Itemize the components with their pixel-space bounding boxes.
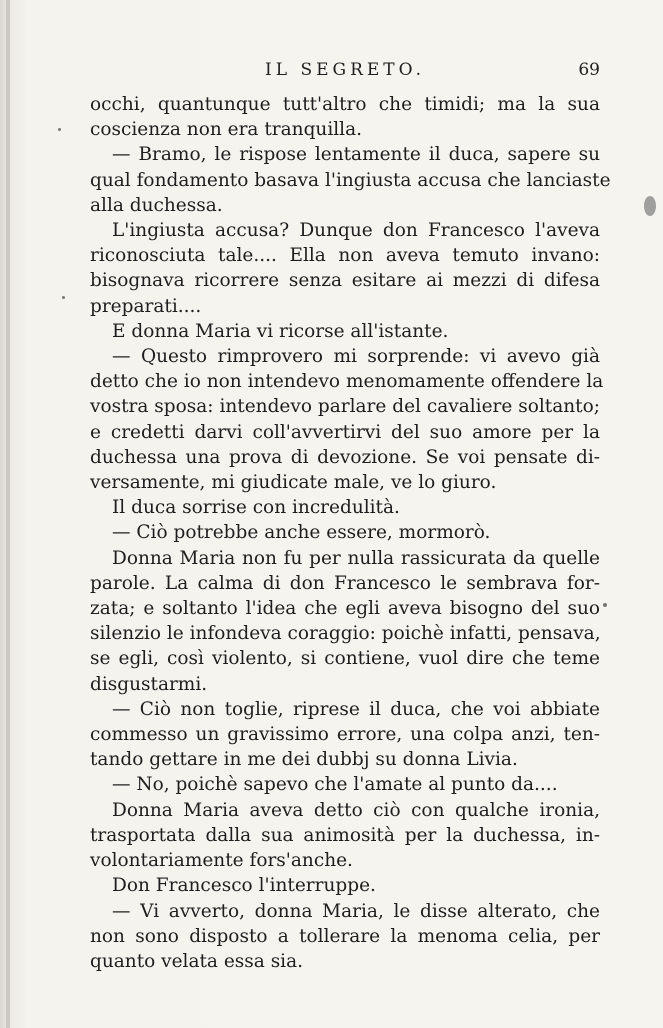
page-spine-shadow: [6, 0, 10, 1028]
text-line: zata; e soltanto l'idea che egli aveva bisogno del suo: [90, 598, 600, 620]
text-line: duchessa una prova di devozione. Se voi pensate di-: [90, 446, 600, 468]
paper-speck: [58, 128, 61, 131]
text-line: trasportata dalla sua animosità per la duchessa, in-: [90, 824, 600, 846]
running-title: IL SEGRETO.: [265, 60, 425, 80]
text-line: detto che io non intendevo menomamente offendere la: [90, 371, 604, 393]
text-line: occhi, quantunque tutt'altro che timidi; ma la sua: [90, 94, 600, 115]
body-text: [90, 92, 611, 974]
text-line: disgustarmi.: [90, 673, 208, 695]
paper-speck: [644, 196, 656, 216]
text-line: silenzio le infondeva coraggio: poichè infatti, pensava,: [90, 623, 601, 645]
text-line: — Ciò potrebbe anche essere, mormorò.: [112, 522, 491, 544]
text-line: preparati....: [90, 295, 202, 317]
text-line: volontariamente fors'anche.: [90, 850, 353, 872]
paper-speck: [62, 296, 65, 299]
text-line: se egli, così violento, si contiene, vuol dire che teme: [90, 648, 600, 670]
text-line: quanto velata essa sia.: [90, 950, 304, 972]
text-line: — Ciò non toglie, riprese il duca, che voi abbiate: [112, 698, 600, 720]
text-line: Don Francesco l'interruppe.: [112, 875, 376, 897]
text-line: qual fondamento basava l'ingiusta accusa che lanciaste: [90, 169, 611, 191]
text-line: — Bramo, le rispose lentamente il duca, sapere su: [112, 144, 600, 166]
page-number: 69: [578, 60, 600, 80]
text-line: coscienza non era tranquilla.: [90, 119, 362, 141]
text-line: — Vi avverto, donna Maria, le disse alterato, che: [112, 900, 600, 922]
text-line: — Questo rimprovero mi sorprende: vi avevo già: [112, 346, 600, 368]
text-line: non sono disposto a tollerare la menoma celia, per: [90, 925, 600, 947]
text-line: — No, poichè sapevo che l'amate al punto da....: [112, 774, 558, 796]
text-line: versamente, mi giudicate male, ve lo giuro.: [90, 472, 497, 494]
text-line: vostra sposa: intendevo parlare del cavaliere soltanto;: [90, 396, 600, 418]
text-line: Donna Maria non fu per nulla rassicurata da quelle: [112, 547, 600, 569]
text-line: alla duchessa.: [90, 194, 223, 216]
text-line: commesso un gravissimo errore, una colpa anzi, ten-: [90, 724, 600, 746]
text-line: bisognava ricorrere senza esitare ai mezzi di difesa: [90, 270, 600, 292]
text-line: riconosciuta tale.... Ella non aveva temuto invano:: [90, 245, 600, 267]
text-line: tando gettare in me dei dubbj su donna Livia.: [90, 749, 518, 771]
text-line: parole. La calma di don Francesco le sembrava for-: [90, 572, 600, 594]
text-line: E donna Maria vi ricorse all'istante.: [112, 320, 449, 342]
text-line: e credetti darvi coll'avvertirvi del suo amore per la: [90, 421, 600, 443]
page-header: [90, 60, 600, 88]
text-line: Donna Maria aveva detto ciò con qualche ironia,: [112, 799, 600, 821]
text-line: Il duca sorrise con incredulità.: [112, 497, 400, 519]
paper-speck: [603, 603, 607, 607]
text-line: L'ingiusta accusa? Dunque don Francesco l'aveva: [112, 220, 600, 242]
